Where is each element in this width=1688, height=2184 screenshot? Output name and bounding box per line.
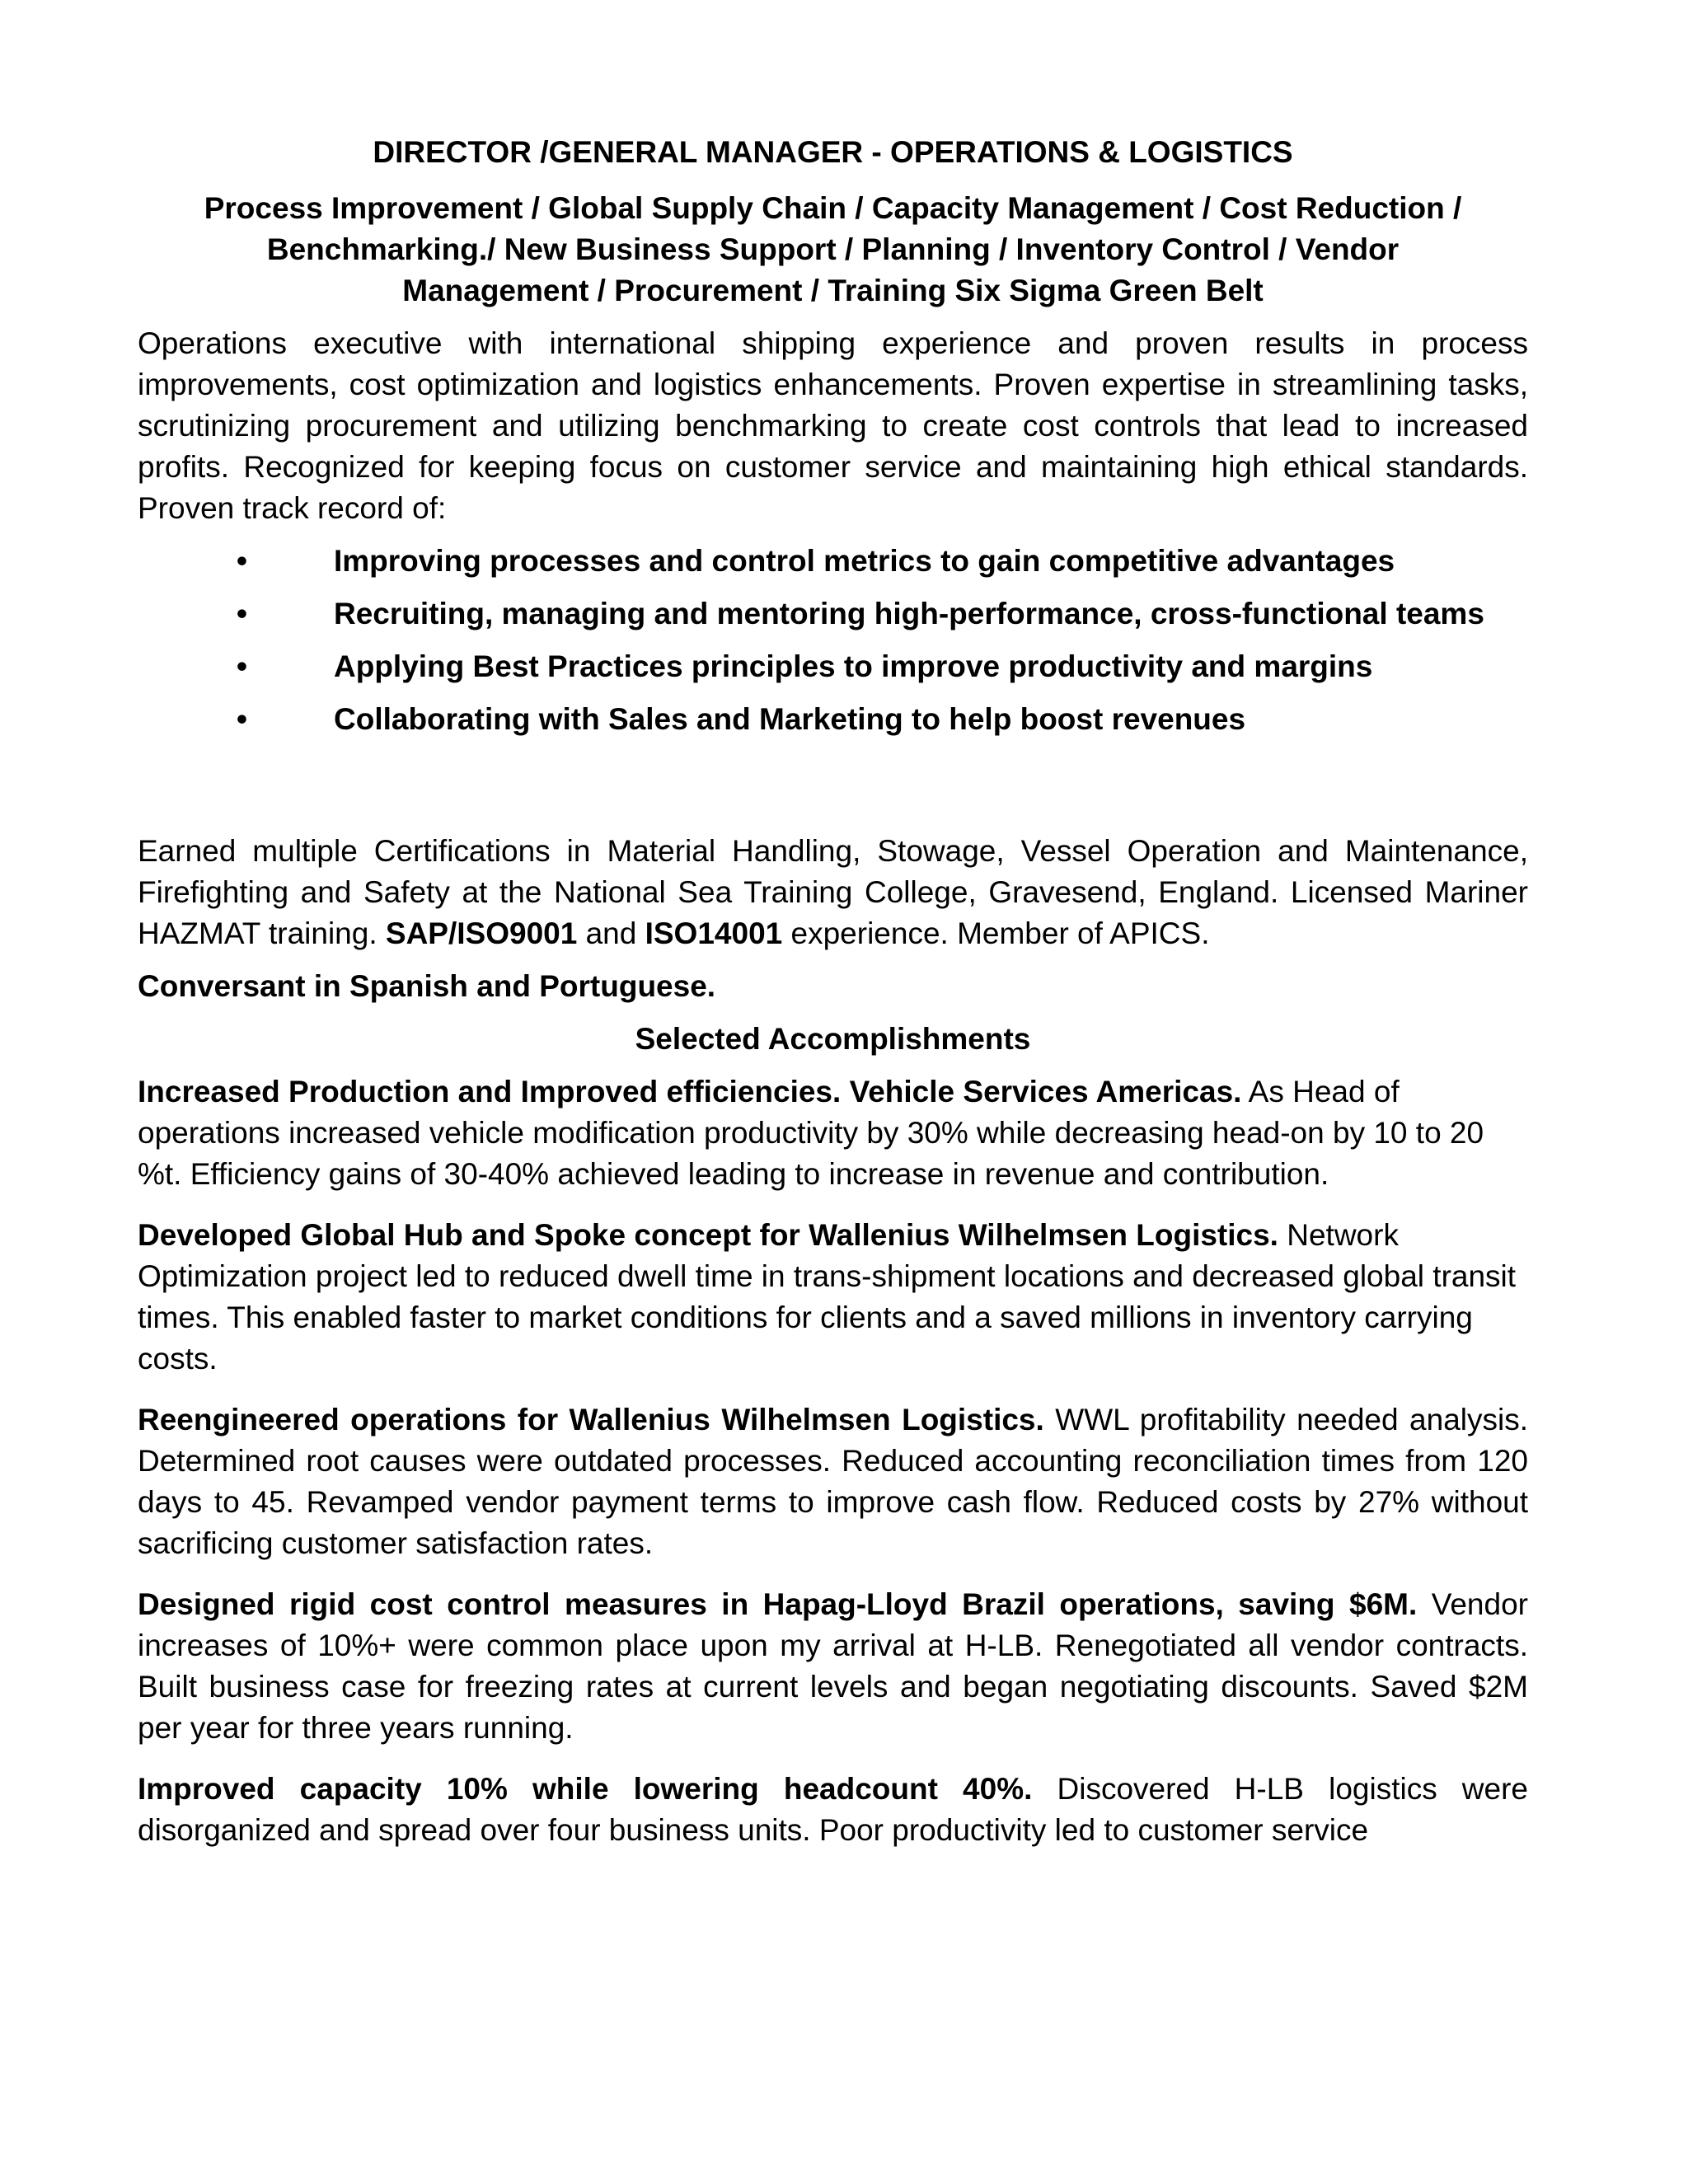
list-item bbox=[237, 541, 1528, 582]
bullet-icon: • bbox=[237, 544, 247, 578]
accomplishment-item bbox=[138, 1584, 1528, 1749]
bullet-icon: • bbox=[237, 649, 247, 683]
list-item-text: Recruiting, managing and mentoring high-performance, cross-functional teams bbox=[334, 597, 1484, 630]
certifications-tail: experience. Member of APICS. bbox=[782, 916, 1210, 950]
track-record-list bbox=[138, 541, 1528, 740]
summary-paragraph: Operations executive with international shipping experience and proven results in process improvements, cost optimization and logistics enhancements. Proven expertise in streamlining tasks, scrutinizing procurement and utilizing benchmarking to create cost controls that lead to increased profits. Recognized for keeping focus on customer service and maintaining high ethical standards. Proven track record of: bbox=[138, 326, 1528, 525]
accomplishment-body: Discovered H-LB logistics were disorganized and spread over four business units. Poor productivity led to customer service bbox=[138, 1772, 1528, 1847]
bullet-icon: • bbox=[237, 702, 247, 736]
accomplishment-body: Network Optimization project led to reduced dwell time in trans-shipment locations and decreased global transit times. This enabled faster to market conditions for clients and a saved millions in inventory carrying costs. bbox=[138, 1218, 1517, 1376]
resume-title: DIRECTOR /GENERAL MANAGER - OPERATIONS & LOGISTICS bbox=[373, 135, 1293, 169]
list-item-text: Collaborating with Sales and Marketing to help boost revenues bbox=[334, 702, 1246, 736]
skills-subtitle: Process Improvement / Global Supply Chain / Capacity Management / Cost Reduction / Benchmarking./ New Business Support / Planning / Inventory Control / Vendor Management / Procurement / Training Six Sigma Green Belt bbox=[204, 191, 1462, 307]
iso14001-label: ISO14001 bbox=[645, 916, 783, 950]
list-item bbox=[237, 646, 1528, 687]
accomplishment-item bbox=[138, 1071, 1528, 1195]
accomplishment-lead: Designed rigid cost control measures in Hapag-Lloyd Brazil operations, saving $6M. bbox=[138, 1587, 1418, 1621]
certifications-text: Earned multiple Certifications in Material Handling, Stowage, Vessel Operation and Maintenance, Firefighting and Safety at the National Sea Training College, Gravesend, England. Licensed Mariner HAZMAT training. bbox=[138, 834, 1528, 950]
accomplishment-body: As Head of operations increased vehicle modification productivity by 30% while decreasing head-on by 10 to 20 %t. Efficiency gains of 30-40% achieved leading to increase in revenue and contribution. bbox=[138, 1075, 1484, 1191]
accomplishment-lead: Developed Global Hub and Spoke concept for Wallenius Wilhelmsen Logistics. bbox=[138, 1218, 1278, 1252]
accomplishment-lead: Improved capacity 10% while lowering headcount 40%. bbox=[138, 1772, 1033, 1806]
list-item bbox=[237, 593, 1528, 635]
accomplishment-lead: Increased Production and Improved efficiencies. Vehicle Services Americas. bbox=[138, 1075, 1242, 1108]
accomplishment-body: WWL profitability needed analysis. Determined root causes were outdated processes. Reduced accounting reconciliation times from 120 days to 45. Revamped vendor payment terms to improve cash flow. Reduced costs by 27% without sacrificing customer satisfaction rates. bbox=[138, 1403, 1528, 1560]
bullet-icon: • bbox=[237, 597, 247, 630]
resume-page bbox=[138, 132, 1528, 1871]
certifications-joiner: and bbox=[577, 916, 645, 950]
accomplishment-item bbox=[138, 1769, 1528, 1851]
accomplishments-heading: Selected Accomplishments bbox=[635, 1022, 1031, 1056]
sap-iso9001-label: SAP/ISO9001 bbox=[385, 916, 578, 950]
list-item bbox=[237, 699, 1528, 740]
list-item-text: Applying Best Practices principles to improve productivity and margins bbox=[334, 649, 1373, 683]
list-item-text: Improving processes and control metrics to gain competitive advantages bbox=[334, 544, 1395, 578]
accomplishment-item bbox=[138, 1399, 1528, 1564]
languages-line: Conversant in Spanish and Portuguese. bbox=[138, 969, 716, 1003]
certifications-paragraph bbox=[138, 831, 1528, 954]
accomplishment-lead: Reengineered operations for Wallenius Wilhelmsen Logistics. bbox=[138, 1403, 1044, 1436]
accomplishment-item bbox=[138, 1215, 1528, 1380]
accomplishment-body: Vendor increases of 10%+ were common place upon my arrival at H-LB. Renegotiated all vendor contracts. Built business case for freezing rates at current levels and began negotiating discounts. Saved $2M per year for three years running. bbox=[138, 1587, 1528, 1745]
